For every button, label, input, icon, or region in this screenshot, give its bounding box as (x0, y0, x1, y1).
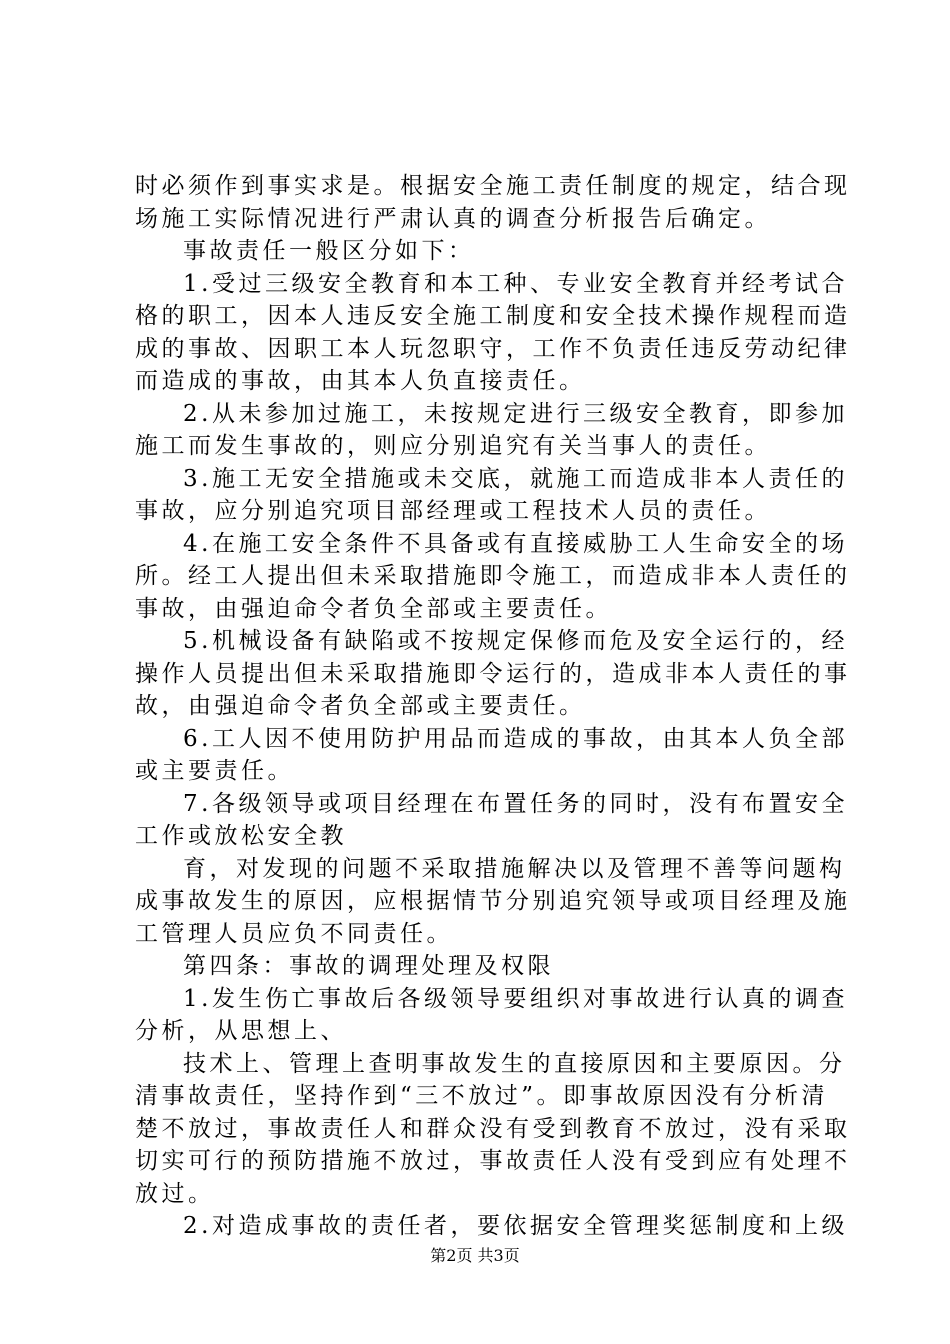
body-text-line: 楚不放过，事故责任人和群众没有受到教育不放过，没有采取 (135, 1115, 851, 1142)
body-text-line: 2.对造成事故的责任者，要依据安全管理奖惩制度和上级 (183, 1213, 848, 1239)
body-text-line: 切实可行的预防措施不放过，事故责任人没有受到应有处理不 (135, 1148, 851, 1174)
body-text-line: 3.施工无安全措施或未交底，就施工而造成非本人责任的 (183, 465, 848, 492)
body-text-line: 7.各级领导或项目经理在布置任务的同时，没有布置安全 (183, 790, 848, 817)
body-text-line: 工管理人员应负不同责任。 (135, 920, 453, 947)
body-text-line: 格的职工，因本人违反安全施工制度和安全技术操作规程而造 (135, 303, 851, 329)
body-text-line: 而造成的事故，由其本人负直接责任。 (135, 368, 586, 394)
body-text-line: 工作或放松安全教 (135, 823, 347, 849)
body-text-line: 或主要责任。 (135, 758, 294, 784)
body-text-line: 2.从未参加过施工，未按规定进行三级安全教育，即参加 (183, 400, 848, 427)
page-footer: 第2页 共3页 (430, 1246, 520, 1265)
body-text-line: 清事故责任，坚持作到“三不放过”。即事故原因没有分析清 (135, 1083, 829, 1109)
body-text-line: 故，由强迫命令者负全部或主要责任。 (135, 693, 586, 719)
body-text-line: 所。经工人提出但未采取措施即令施工，而造成非本人责任的 (135, 563, 851, 589)
body-text-line: 第四条：事故的调理处理及权限 (183, 953, 554, 979)
body-text-line: 操作人员提出但未采取措施即令运行的，造成非本人责任的事 (135, 660, 851, 687)
body-text-line: 5.机械设备有缺陷或不按规定保修而危及安全运行的，经 (183, 628, 848, 654)
body-text-line: 事故责任一般区分如下： (183, 238, 475, 264)
body-text-line: 技术上、管理上查明事故发生的直接原因和主要原因。分 (183, 1050, 846, 1077)
body-text-line: 分析，从思想上、 (135, 1018, 347, 1044)
body-text-line: 时必须作到事实求是。根据安全施工责任制度的规定，结合现 (135, 173, 851, 199)
document-body (135, 170, 851, 1243)
body-text-line: 1.发生伤亡事故后各级领导要组织对事故进行认真的调查 (183, 985, 848, 1012)
body-text-line: 育，对发现的问题不采取措施解决以及管理不善等问题构 (183, 855, 846, 882)
body-text-line: 成事故发生的原因，应根据情节分别追究领导或项目经理及施 (135, 888, 851, 914)
body-text-line: 4.在施工安全条件不具备或有直接威胁工人生命安全的场 (183, 530, 848, 557)
body-text-line: 6.工人因不使用防护用品而造成的事故，由其本人负全部 (183, 725, 848, 752)
body-text-line: 放过。 (135, 1180, 215, 1207)
body-text-line: 成的事故、因职工本人玩忽职守，工作不负责任违反劳动纪律 (135, 335, 851, 362)
body-text-line: 1.受过三级安全教育和本工种、专业安全教育并经考试合 (183, 270, 848, 297)
body-text-line: 场施工实际情况进行严肃认真的调查分析报告后确定。 (135, 205, 771, 232)
body-text-line: 施工而发生事故的，则应分别追究有关当事人的责任。 (135, 433, 771, 459)
body-text-line: 事故，应分别追究项目部经理或工程技术人员的责任。 (135, 498, 771, 524)
body-text-line: 事故，由强迫命令者负全部或主要责任。 (135, 595, 612, 622)
